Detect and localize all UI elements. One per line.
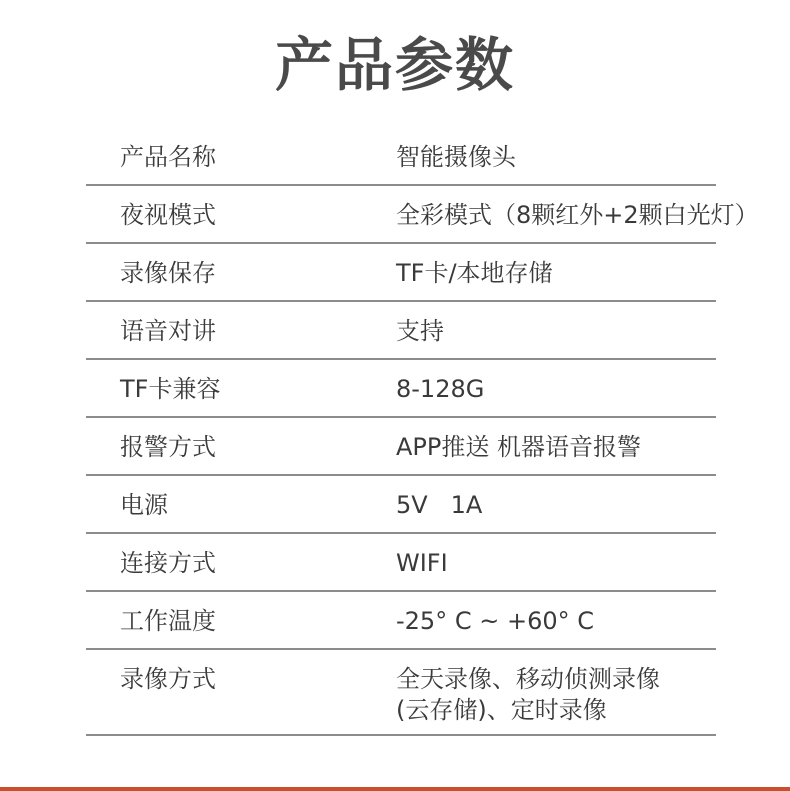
spec-row-connection	[86, 534, 716, 592]
spec-value-line: 全天录像、移动侦测录像	[396, 665, 660, 693]
spec-label: TF卡兼容	[120, 375, 221, 403]
spec-table	[86, 128, 759, 736]
spec-row-recording-storage	[86, 244, 716, 302]
spec-value: 全彩模式（8颗红外+2颗白光灯）	[396, 201, 759, 229]
spec-value: APP推送 机器语音报警	[396, 433, 641, 461]
spec-row-product-name	[86, 128, 716, 186]
spec-row-night-vision	[86, 186, 759, 244]
spec-label: 产品名称	[120, 143, 216, 171]
spec-value: 支持	[396, 317, 444, 345]
spec-row-tf-compat	[86, 360, 716, 418]
spec-row-recording-mode	[86, 650, 716, 736]
spec-row-alarm-method	[86, 418, 716, 476]
spec-value: 5V 1A	[396, 491, 483, 519]
spec-label: 录像保存	[120, 259, 216, 287]
spec-row-voice-intercom	[86, 302, 716, 360]
spec-label: 夜视模式	[120, 201, 216, 229]
spec-value: 8-128G	[396, 375, 485, 403]
spec-value: 智能摄像头	[396, 143, 516, 171]
spec-label: 报警方式	[120, 433, 216, 461]
bottom-accent-strip	[0, 787, 790, 791]
spec-label: 连接方式	[120, 549, 216, 577]
spec-label: 工作温度	[120, 607, 216, 635]
spec-value: TF卡/本地存储	[396, 259, 553, 287]
spec-value-line: (云存储)、定时录像	[396, 696, 607, 724]
spec-value: -25° C ~ +60° C	[396, 607, 594, 635]
spec-label: 电源	[120, 491, 168, 519]
spec-label: 语音对讲	[120, 317, 216, 345]
spec-value: WIFI	[396, 549, 448, 577]
spec-row-power	[86, 476, 716, 534]
spec-row-working-temp	[86, 592, 716, 650]
spec-value	[396, 664, 706, 726]
spec-label: 录像方式	[120, 665, 216, 693]
page-title: 产品参数	[274, 31, 515, 99]
